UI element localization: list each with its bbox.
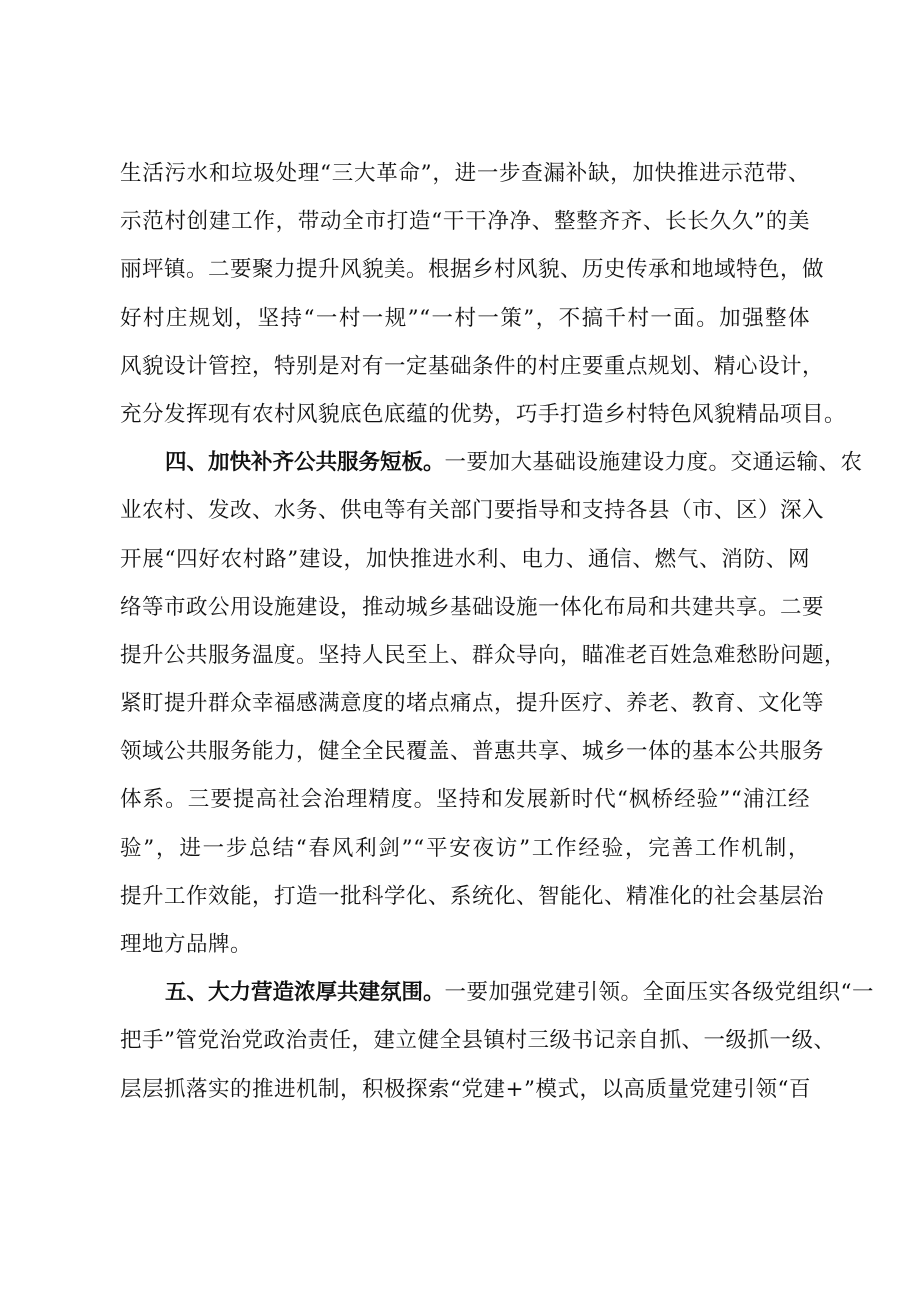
text-line: 络等市政公用设施建设，推动城乡基础设施一体化布局和共建共享。二要 <box>120 594 825 620</box>
document-body <box>120 150 875 1114</box>
text-line: 示范村创建工作，带动全市打造“干干净净、整整齐齐、长长久久”的美 <box>120 209 810 235</box>
text-line: 开展“四好农村路”建设，加快推进水利、电力、通信、燃气、消防、网 <box>120 546 810 572</box>
text-line: 业农村、发改、水务、供电等有关部门要指导和支持各县（市、区）深入 <box>120 498 825 524</box>
text-line: 把手”管党治党政治责任，建立健全县镇村三级书记亲自抓、一级抓一级、 <box>120 1028 836 1054</box>
text-line <box>120 439 863 487</box>
text-line <box>120 969 875 1017</box>
paragraph-public-services <box>120 439 863 969</box>
paragraph-co-building <box>120 969 875 1114</box>
text-line: 理地方品牌。 <box>120 932 253 957</box>
text-line: 验”，进一步总结“春风利剑”“平安夜访”工作经验，完善工作机制， <box>120 835 810 861</box>
text-line: 层层抓落实的推进机制，积极探索“党建+”模式，以高质量党建引领“百 <box>120 1076 811 1102</box>
text-line: 提升公共服务温度。坚持人民至上、群众导向，瞄准老百姓急难愁盼问题， <box>120 642 847 668</box>
text-line: 充分发挥现有农村风貌底色底蕴的优势，巧手打造乡村特色风貌精品项目。 <box>120 401 847 427</box>
text-line: 风貌设计管控，特别是对有一定基础条件的村庄要重点规划、精心设计， <box>120 353 825 379</box>
text-line: 生活污水和垃圾处理“三大革命”，进一步查漏补缺，加快推进示范带、 <box>120 161 810 186</box>
text-line: 丽坪镇。二要聚力提升风貌美。根据乡村风貌、历史传承和地域特色，做 <box>120 257 825 283</box>
text-line: 紧盯提升群众幸福感满意度的堵点痛点，提升医疗、养老、教育、文化等 <box>120 691 825 717</box>
paragraph-rural-appearance <box>120 150 847 439</box>
section-heading: 五、大力营造浓厚共建氛围。 <box>165 980 445 1006</box>
text-line-rest: 一要加大基础设施建设力度。交通运输、农 <box>444 450 863 476</box>
text-line: 体系。三要提高社会治理精度。坚持和发展新时代“枫桥经验”“浦江经 <box>120 787 810 813</box>
text-line: 提升工作效能，打造一批科学化、系统化、智能化、精准化的社会基层治 <box>120 883 825 909</box>
text-line-rest: 一要加强党建引领。全面压实各级党组织“一 <box>444 980 875 1006</box>
section-heading: 四、加快补齐公共服务短板。 <box>165 450 445 476</box>
text-line: 好村庄规划，坚持“一村一规”“一村一策”，不搞千村一面。加强整体 <box>120 305 810 331</box>
text-line: 领域公共服务能力，健全全民覆盖、普惠共享、城乡一体的基本公共服务 <box>120 739 825 765</box>
